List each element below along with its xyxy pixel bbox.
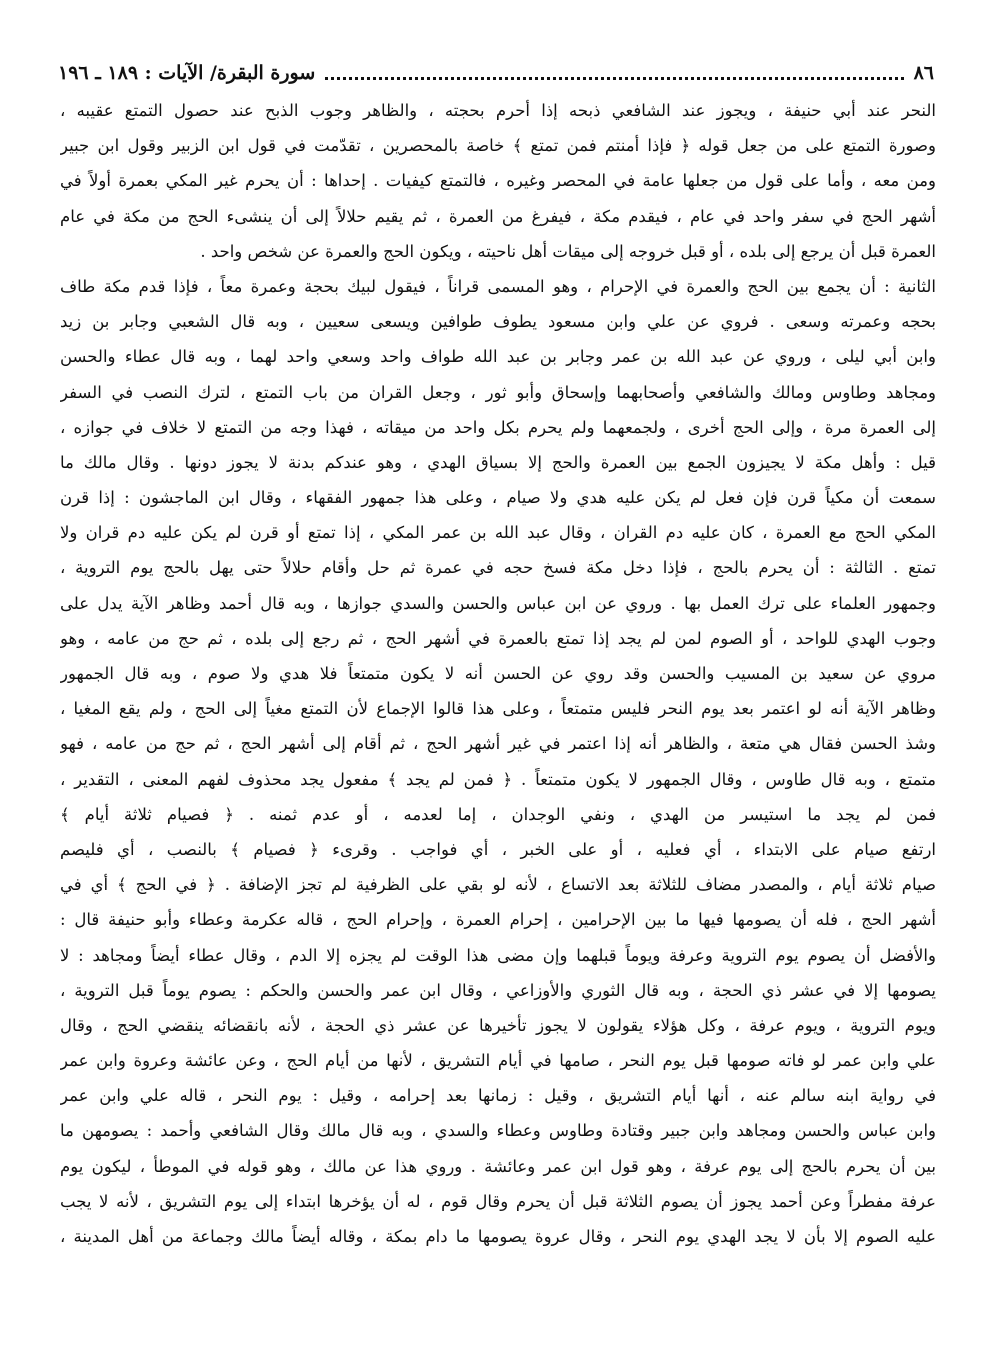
text-line: مروي عن سعيد بن المسيب والحسن وقد روي عن الحسن أنه لا يكون متمتعاً فلا هدي ولا صوم ، وبه قال الجمهور — [60, 664, 936, 683]
text-line: ومن معه ، وأما على قول من جعلها عامة في المحصر وغيره ، فالتمتع كيفيات . إحداها : أن يحرم غير المكي بعمرة أولاً في — [60, 171, 936, 191]
text-line: ويوم التروية ، ويوم عرفة ، وكل هؤلاء يقولون لا يجوز تأخيرها عن عشر ذي الحجة ، لأنه بانقضائه ينقضي الحج ، وقال — [60, 1015, 936, 1035]
text-line: أشهر الحج في سفر واحد في عام ، فيقدم مكة ، فيفرغ من العمرة ، ثم يقيم حلالاً إلى أن ينشىء الحج من مكة في عام — [60, 206, 936, 226]
text-line: فمن لم يجد ما استيسر من الهدي ، ونفي الوجدان ، إما لعدمه ، أو عدم ثمنه . ﴿ فصيام ثلاثة أيام ﴾ — [60, 804, 936, 824]
text-line: سمعت أن مكياً قرن فإن فعل لم يكن عليه هدي ولا صيام ، وعلى هذا جمهور الفقهاء ، وقال ابن الماجشون : إذا قرن — [60, 488, 936, 508]
text-line: وابن أبي ليلى ، وروي عن عبد الله بن عمر وجابر بن عبد الله طواف واحد وسعي واحد لهما ، وبه قال عطاء والحسن — [60, 347, 936, 367]
text-line: وابن عباس والحسن ومجاهد وابن جبير وقتادة وطاوس وعطاء والسدي ، وبه قال مالك وقال الشافعي وأحمد : يصومهن ما — [60, 1121, 936, 1141]
text-line: وشذ الحسن فقال هي متعة ، والظاهر أنه إذا اعتمر في غير أشهر الحج ، ثم أقام إلى أشهر الحج ، ثم حج من عامه ، فهو — [60, 734, 936, 754]
text-line: أشهر الحج ، فله أن يصومها فيها ما بين الإحرامين ، إحرام العمرة ، وإحرام الحج ، قاله عكرمة وعطاء وأبو حنيفة قال : — [60, 910, 936, 930]
text-line: عرفة مفطراً وعن أحمد يجوز أن يصوم الثلاثة قبل أن يحرم وقال قوم ، له أن يؤخرها ابتداء إلى يوم التشريق ، لأنه لا يجب — [60, 1191, 936, 1211]
text-line: إلى العمرة مرة ، وإلى الحج أخرى ، ولجمعهما ولم يحرم بكل واحد من ميقاته ، فهذا وجه من التمتع لا خلاف في جوازه ، — [60, 417, 936, 437]
text-line: وجمهور العلماء على ترك العمل بها . وروي عن ابن عباس والحسن والسدي جوازها ، وبه قال أحمد وظاهر الآية يدل على — [60, 593, 936, 613]
text-line: العمرة قبل أن يرجع إلى بلده ، أو قبل خروجه إلى ميقات أهل ناحيته ، ويكون الحج والعمرة عن شخص واحد . — [200, 241, 936, 261]
text-line: وصورة التمتع على من جعل قوله ﴿ فإذا أمنتم فمن تمتع ﴾ خاصة بالمحصرين ، تقدّمت في قول ابن الزبير وقول ابن جبير — [60, 136, 936, 156]
page-header — [58, 54, 934, 84]
text-line: تمتع . الثالثة : أن يحرم بالحج ، فإذا دخل مكة فسخ حجه في عمرة ثم حل وأقام حلالاً حتى يهل بالحج يوم التروية ، — [60, 558, 936, 578]
text-line: وظاهر الآية أنه لو اعتمر بعد يوم النحر فليس متمتعاً ، وعلى هذا قالوا الإجماع لأن التمتع مغياً إلى الحج ، ولم يقع المغيا ، — [60, 699, 936, 719]
body-text — [60, 93, 936, 1254]
text-line: النحر عند أبي حنيفة ، ويجوز عند الشافعي ذبحه إذا أحرم بحجته ، والظاهر وجوب الذبح عند حصول التمتع عقيبه ، — [60, 101, 936, 120]
text-line: في رواية ابنه سالم عنه ، أنها أيام التشريق ، وقيل : زمانها بعد إحرامه ، وقيل : يوم النحر ، قاله علي وابن عمر — [60, 1086, 936, 1106]
text-line: علي وابن عمر لو فاته صومها قبل يوم النحر ، صامها في أيام التشريق ، لأنها من أيام الحج ، وعن عائشة وعروة وابن عمر — [60, 1051, 936, 1071]
text-line: صيام ثلاثة أيام ، والمصدر مضاف للثلاثة بعد الاتساع ، لأنه لو بقي على الظرفية لم تجز الإضافة . ﴿ في الحج ﴾ أي في — [60, 875, 936, 895]
text-line: وجوب الهدي للواحد ، أو الصوم لمن لم يجد إذا تمتع بالعمرة في أشهر الحج ، ثم رجع إلى بلده ، ثم حج من عامه ، وهو — [60, 628, 936, 648]
text-line: قيل : وأهل مكة لا يجيزون الجمع بين العمرة والحج إلا بسياق الهدي ، وهو عندكم بدنة لا يجوز دونها . وقال مالك ما — [60, 452, 936, 472]
text-line: يصومها إلا في عشر ذي الحجة ، وبه قال الثوري والأوزاعي ، وقال ابن عمر والحسن والحكم : يصوم يوماً قبل التروية ، — [60, 980, 936, 1000]
text-line: متمتع ، وبه قال طاوس ، وقال الجمهور لا يكون متمتعاً . ﴿ فمن لم يجد ﴾ مفعول يجد محذوف لفهم المعنى ، التقدير ، — [60, 769, 936, 789]
header-dotted-leader — [325, 77, 903, 80]
text-line: المكي الحج مع العمرة ، كان عليه دم القران ، وقال عبد الله بن عمر المكي ، إذا تمتع أو قرن لم يكن عليه دم قران ولا — [60, 523, 936, 543]
text-line: الثانية : أن يجمع بين الحج والعمرة في الإحرام ، وهو المسمى قراناً ، فيقول لبيك بحجة وعمرة معاً ، فإذا قدم مكة طاف — [60, 276, 936, 296]
text-line: عليه الصوم إلا بأن لا يجد الهدي يوم النحر ، وقال عروة يصومها ما دام بمكة ، وقاله أيضاً مالك وجماعة من أهل المدينة ، — [60, 1227, 936, 1246]
running-title: سورة البقرة/ الآيات : ١٨٩ ـ ١٩٦ — [58, 62, 316, 84]
text-line: والأفضل أن يصوم يوم التروية وعرفة ويوماً قبلهما وإن مضى هذا الوقت لم يجزه إلا الدم ، وقال عطاء أيضاً ومجاهد : لا — [60, 945, 936, 965]
text-line: ارتفع صيام على الابتداء ، أي فعليه ، أو على الخبر ، أي فواجب . وقرىء ﴿ فصيام ﴾ بالنصب ، أي فليصم — [60, 839, 936, 859]
page-number: ٨٦ — [913, 62, 934, 84]
text-line: بحجه وعمرته وسعى . فروي عن علي وابن مسعود يطوف طوافين ويسعى سعيين ، وبه قال الشعبي وجابر بن زيد — [60, 312, 936, 332]
text-line: بين أن يحرم بالحج إلى يوم عرفة ، وهو قول ابن عمر وعائشة . وروي هذا عن مالك ، وهو قوله في الموطأ ، ليكون يوم — [60, 1156, 936, 1176]
text-line: ومجاهد وطاوس ومالك والشافعي وأصحابهما وإسحاق وأبو ثور ، وجعل القران من باب التمتع ، لترك النصب في السفر — [60, 382, 936, 402]
